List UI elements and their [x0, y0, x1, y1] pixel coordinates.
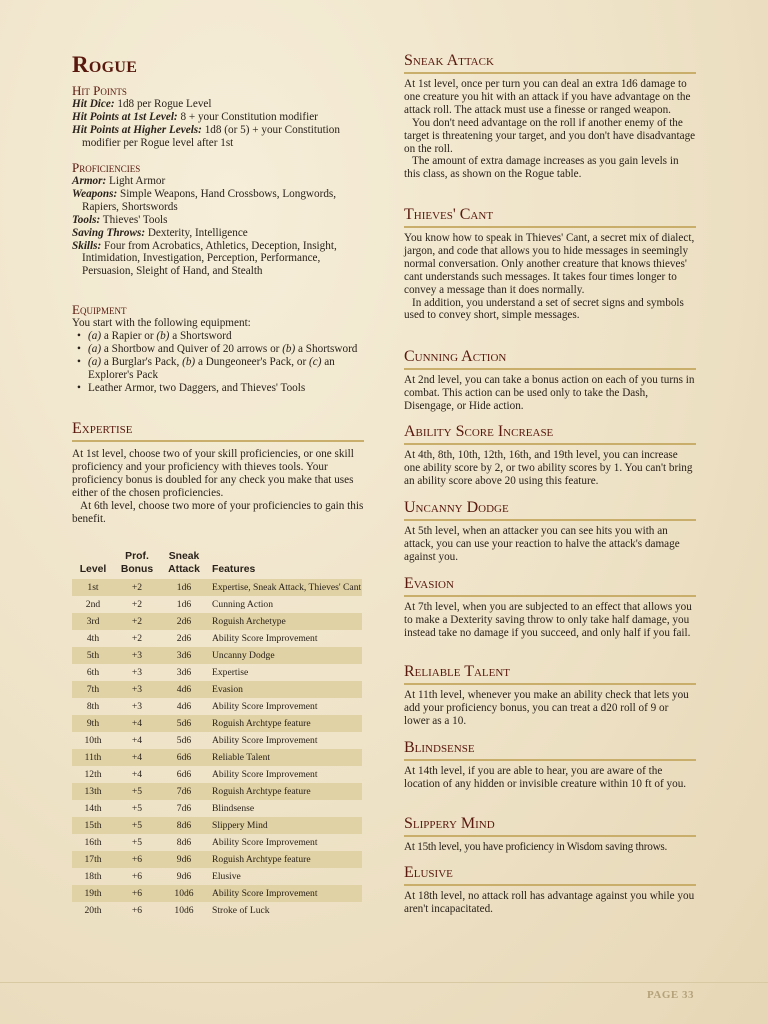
equipment-section [72, 303, 364, 394]
equipment-item: • Leather Armor, two Daggers, and Thieves' Tools [77, 381, 306, 394]
cell-sneak-attack: 6d6 [160, 749, 208, 766]
reliable-talent-heading: Reliable Talent [404, 663, 696, 685]
table-row [72, 647, 362, 664]
cell-level: 8th [86, 701, 100, 712]
cell-sneak-attack: 10d6 [174, 905, 194, 916]
rogue-table [72, 550, 362, 919]
hit-points-section [72, 84, 364, 150]
skills-line [72, 240, 364, 279]
table-row [72, 596, 362, 613]
tools-label: Tools: [72, 213, 101, 226]
equipment-item: • (a) a Burglar's Pack, (b) a Dungeoneer's Pack, or (c) an Explorer's Pack [77, 355, 335, 381]
saves-line [72, 227, 364, 240]
cell-prof-bonus: +4 [131, 769, 143, 780]
skills-label: Skills: [72, 239, 102, 252]
table-row [72, 664, 362, 681]
cunning-action-section [404, 348, 696, 413]
evasion-section [404, 575, 696, 640]
cell-level: 7th [72, 681, 114, 698]
armor-label: Armor: [72, 175, 107, 187]
saves-value: Dexterity, Intelligence [147, 226, 248, 239]
cell-features: Evasion [208, 681, 362, 698]
table-row [72, 579, 362, 596]
bullet-icon: • [77, 342, 81, 355]
cell-level: 5th [72, 647, 114, 664]
sneak-attack-heading: Sneak Attack [404, 52, 696, 74]
equipment-item: • (a) a Rapier or (b) a Shortsword [77, 329, 232, 342]
cell-level: 16th [84, 837, 102, 848]
thieves-cant-p1: You know how to speak in Thieves' Cant, a secret mix of dialect, jargon, and code that allows you to hide messages in seemingly normal conversation. Only another creature that knows thieves' cant understands such messages. It takes four times longer to convey a message than it does normally. [404, 232, 695, 296]
asi-section [404, 423, 696, 488]
table-row [72, 732, 362, 749]
weapons-label: Weapons: [72, 187, 118, 200]
table-row [72, 766, 362, 783]
hp-first-value: 8 + your Constitution modifier [180, 110, 318, 123]
asi-p1: At 4th, 8th, 10th, 12th, 16th, and 19th level, you can increase one ability score by 2, or two ability scores by 1. You can't bring an ability score above 20 using this feature. [404, 449, 693, 487]
col-level-header: Level [79, 564, 107, 575]
uncanny-dodge-section [404, 499, 696, 564]
cell-level: 3rd [72, 613, 114, 630]
asi-heading: Ability Score Increase [404, 423, 696, 445]
cunning-action-p1: At 2nd level, you can take a bonus action on each of you turns in combat. This action can be used only to take the Dash, Disengage, or Hide action. [404, 374, 695, 412]
cell-sneak-attack: 5d6 [160, 715, 208, 732]
cell-features: Expertise, Sneak Attack, Thieves' Cant [208, 579, 362, 596]
equipment-heading: Equipment [72, 302, 127, 317]
cell-sneak-attack: 8d6 [160, 817, 208, 834]
blindsense-heading: Blindsense [404, 739, 696, 761]
expertise-p1: At 1st level, choose two of your skill proficiencies, or one skill proficiency and your proficiency with thieves tools. Your proficiency bonus is doubled for any check you make that uses either of the chosen proficiencies. [72, 448, 354, 499]
saves-label: Saving Throws: [72, 226, 146, 239]
hit-dice-line [72, 98, 364, 111]
weapons-line [72, 188, 364, 214]
cell-features: Reliable Talent [208, 749, 362, 766]
cell-prof-bonus: +5 [131, 837, 143, 848]
table-row [72, 817, 362, 834]
table-row [72, 698, 362, 715]
cell-sneak-attack: 7d6 [160, 783, 208, 800]
cell-sneak-attack: 1d6 [176, 599, 192, 610]
cell-prof-bonus: +3 [131, 701, 143, 712]
thieves-cant-heading: Thieves' Cant [404, 206, 696, 228]
cell-level: 10th [84, 735, 102, 746]
cell-features: Roguish Archtype feature [208, 715, 362, 732]
cell-features: Roguish Archetype [208, 613, 362, 630]
cell-features: Ability Score Improvement [212, 735, 318, 746]
cell-features: Expertise [212, 667, 249, 678]
cell-sneak-attack: 2d6 [176, 633, 192, 644]
expertise-p2: At 6th level, choose two more of your proficiencies to gain this benefit. [72, 499, 364, 525]
col-prof-header: Prof. Bonus [120, 551, 154, 575]
cell-prof-bonus: +4 [131, 735, 143, 746]
cell-sneak-attack: 5d6 [176, 735, 192, 746]
cell-level: 18th [84, 871, 102, 882]
cell-level: 13th [72, 783, 114, 800]
table-row [72, 613, 362, 630]
cell-features: Cunning Action [212, 599, 274, 610]
table-header-row [72, 550, 362, 579]
thieves-cant-p2: In addition, you understand a set of secret signs and symbols used to convey short, simple messages. [404, 296, 684, 322]
proficiencies-heading: Proficiencies [72, 160, 141, 175]
cell-sneak-attack: 4d6 [160, 681, 208, 698]
evasion-heading: Evasion [404, 575, 696, 597]
cell-prof-bonus: +6 [114, 885, 160, 902]
cell-level: 15th [72, 817, 114, 834]
cell-sneak-attack: 4d6 [176, 701, 192, 712]
table-row [72, 681, 362, 698]
cell-level: 2nd [85, 599, 101, 610]
sneak-attack-p1: At 1st level, once per turn you can deal an extra 1d6 damage to one creature you hit with an attack if you have advantage on the attack roll. The attack must use a finesse or ranged weapon. [404, 78, 691, 116]
expertise-heading: Expertise [72, 420, 364, 442]
cell-prof-bonus: +6 [131, 905, 143, 916]
cell-prof-bonus: +6 [131, 871, 143, 882]
table-body [72, 579, 362, 919]
cunning-action-heading: Cunning Action [404, 348, 696, 370]
table-row [72, 800, 362, 817]
armor-line [72, 175, 364, 188]
armor-value: Light Armor [109, 175, 166, 187]
page-number: PAGE 33 [647, 989, 694, 1001]
table-row [72, 783, 362, 800]
hp-higher-value: 1d8 (or 5) + your Constitution modifier per Rogue level after 1st [82, 123, 340, 149]
hp-first-label: Hit Points at 1st Level: [72, 110, 178, 123]
cell-sneak-attack: 2d6 [160, 613, 208, 630]
hit-points-heading: Hit Points [72, 83, 127, 98]
blindsense-section [404, 739, 696, 791]
equipment-list [72, 330, 364, 395]
cell-prof-bonus: +2 [114, 613, 160, 630]
table-row [72, 630, 362, 647]
cell-features: Ability Score Improvement [212, 701, 318, 712]
table-row [72, 715, 362, 732]
table-row [72, 749, 362, 766]
blindsense-p1: At 14th level, if you are able to hear, you are aware of the location of any hidden or invisible creature within 10 ft of you. [404, 765, 687, 790]
expertise-section [72, 420, 364, 525]
cell-features: Roguish Archtype feature [208, 851, 362, 868]
hp-higher-label: Hit Points at Higher Levels: [72, 123, 202, 136]
reliable-talent-p1: At 11th level, whenever you make an ability check that lets you add your proficiency bonus, you can treat a d20 roll of 9 or lower as a 10. [404, 689, 689, 727]
cell-level: 11th [72, 749, 114, 766]
sneak-attack-p3: The amount of extra damage increases as you gain levels in this class, as shown on the Rogue table. [404, 155, 679, 181]
slippery-mind-section [404, 815, 696, 854]
cell-features: Elusive [212, 871, 241, 882]
cell-prof-bonus: +5 [131, 803, 143, 814]
cell-prof-bonus: +4 [114, 715, 160, 732]
table-row [72, 902, 362, 919]
hit-dice-value: 1d8 per Rogue Level [117, 98, 212, 110]
table-row [72, 868, 362, 885]
skills-value: Four from Acrobatics, Athletics, Deception, Insight, Intimidation, Investigation, Perception, Performance, Persuasion, Sleight of Hand, and Stealth [82, 239, 337, 278]
cell-prof-bonus: +2 [131, 599, 143, 610]
cell-prof-bonus: +3 [114, 681, 160, 698]
sneak-attack-p2: You don't need advantage on the roll if another enemy of the target is threatening your target, and you don't have disadvantage on the roll. [404, 116, 696, 155]
cell-features: Ability Score Improvement [212, 633, 318, 644]
cell-sneak-attack: 8d6 [176, 837, 192, 848]
uncanny-dodge-p1: At 5th level, when an attacker you can see hits you with an attack, you can use your reaction to halve the attack's damage against you. [404, 525, 680, 563]
cell-sneak-attack: 3d6 [160, 647, 208, 664]
weapons-value: Simple Weapons, Hand Crossbows, Longwords, Rapiers, Shortswords [82, 187, 337, 213]
equipment-item: • (a) a Shortbow and Quiver of 20 arrows or (b) a Shortsword [77, 342, 358, 355]
cell-sneak-attack: 7d6 [176, 803, 192, 814]
cell-prof-bonus: +3 [114, 647, 160, 664]
cell-sneak-attack: 3d6 [176, 667, 192, 678]
cell-level: 9th [72, 715, 114, 732]
elusive-heading: Elusive [404, 864, 696, 886]
sneak-attack-section [404, 52, 696, 181]
cell-prof-bonus: +6 [114, 851, 160, 868]
table-row [72, 834, 362, 851]
hit-dice-label: Hit Dice: [72, 98, 115, 110]
cell-features: Roguish Archtype feature [208, 783, 362, 800]
evasion-p1: At 7th level, when you are subjected to an effect that allows you to make a Dexterity saving throw to only take half damage, you instead take no damage if you succeed, and only half if you fail. [404, 601, 692, 639]
cell-level: 19th [72, 885, 114, 902]
cell-features: Slippery Mind [208, 817, 362, 834]
slippery-mind-heading: Slippery Mind [404, 815, 696, 837]
cell-features: Ability Score Improvement [208, 885, 362, 902]
thieves-cant-section [404, 206, 696, 322]
cell-prof-bonus: +5 [114, 783, 160, 800]
slippery-mind-p1: At 15th level, you have proficiency in Wisdom saving throws. [404, 841, 668, 853]
cell-level: 12th [84, 769, 102, 780]
cell-features: Uncanny Dodge [208, 647, 362, 664]
cell-prof-bonus: +4 [114, 749, 160, 766]
hp-higher-line [72, 124, 364, 150]
footer-divider [0, 982, 768, 983]
hp-first-line [72, 111, 364, 124]
cell-level: 6th [86, 667, 100, 678]
cell-features: Stroke of Luck [212, 905, 270, 916]
table-row [72, 885, 362, 902]
cell-prof-bonus: +5 [114, 817, 160, 834]
cell-sneak-attack: 10d6 [160, 885, 208, 902]
cell-features: Blindsense [212, 803, 255, 814]
cell-level: 14th [84, 803, 102, 814]
tools-line [72, 214, 364, 227]
cell-level: 1st [72, 579, 114, 596]
bullet-icon: • [77, 355, 81, 368]
tools-value: Thieves' Tools [102, 213, 168, 226]
cell-level: 4th [86, 633, 100, 644]
elusive-section [404, 864, 696, 916]
page-title: Rogue [72, 52, 138, 77]
reliable-talent-section [404, 663, 696, 728]
cell-prof-bonus: +2 [131, 633, 143, 644]
proficiencies-section [72, 161, 364, 278]
uncanny-dodge-heading: Uncanny Dodge [404, 499, 696, 521]
cell-prof-bonus: +2 [114, 579, 160, 596]
cell-sneak-attack: 6d6 [176, 769, 192, 780]
col-sneak-header: Sneak Attack [168, 551, 200, 575]
cell-sneak-attack: 9d6 [176, 871, 192, 882]
cell-features: Ability Score Improvement [212, 769, 318, 780]
bullet-icon: • [77, 329, 81, 342]
cell-sneak-attack: 1d6 [160, 579, 208, 596]
cell-prof-bonus: +3 [131, 667, 143, 678]
elusive-p1: At 18th level, no attack roll has advantage against you while you aren't incapacitated. [404, 890, 695, 915]
cell-level: 17th [72, 851, 114, 868]
equipment-intro: You start with the following equipment: [72, 317, 251, 329]
cell-features: Ability Score Improvement [212, 837, 318, 848]
table-row [72, 851, 362, 868]
col-features-header: Features [212, 564, 256, 575]
bullet-icon: • [77, 381, 81, 394]
cell-level: 20th [84, 905, 102, 916]
cell-sneak-attack: 9d6 [160, 851, 208, 868]
